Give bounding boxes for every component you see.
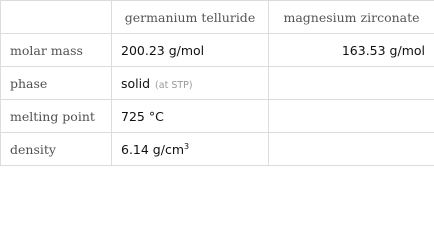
column-header-magnesium-zirconate: magnesium zirconate: [269, 1, 434, 34]
melting-point-magnesium-zirconate: [269, 100, 434, 133]
row-label-melting-point: melting point: [1, 100, 112, 133]
density-germanium-telluride-cell: [112, 133, 269, 166]
melting-point-germanium-telluride: 725 °C: [112, 100, 269, 133]
phase-condition-note: (at STP): [155, 79, 193, 91]
row-label-density: density: [1, 133, 112, 166]
row-label-phase: phase: [1, 67, 112, 100]
row-label-molar-mass: molar mass: [1, 34, 112, 67]
column-header-germanium-telluride: germanium telluride: [112, 1, 269, 34]
molar-mass-magnesium-zirconate: 163.53 g/mol: [269, 34, 434, 67]
density-germanium-telluride: 6.14 g/cm: [121, 141, 185, 157]
molar-mass-germanium-telluride: 200.23 g/mol: [112, 34, 269, 67]
phase-magnesium-zirconate: [269, 67, 434, 100]
density-magnesium-zirconate: [269, 133, 434, 166]
density-unit-exponent: 3: [184, 141, 190, 151]
table-row: [1, 67, 434, 100]
phase-germanium-telluride-cell: [112, 67, 269, 100]
header-corner-cell: [1, 1, 112, 34]
phase-germanium-telluride: solid: [121, 75, 151, 91]
header-row: [1, 1, 434, 34]
table-row: [1, 133, 434, 166]
table-row: [1, 34, 434, 67]
table-row: [1, 100, 434, 133]
